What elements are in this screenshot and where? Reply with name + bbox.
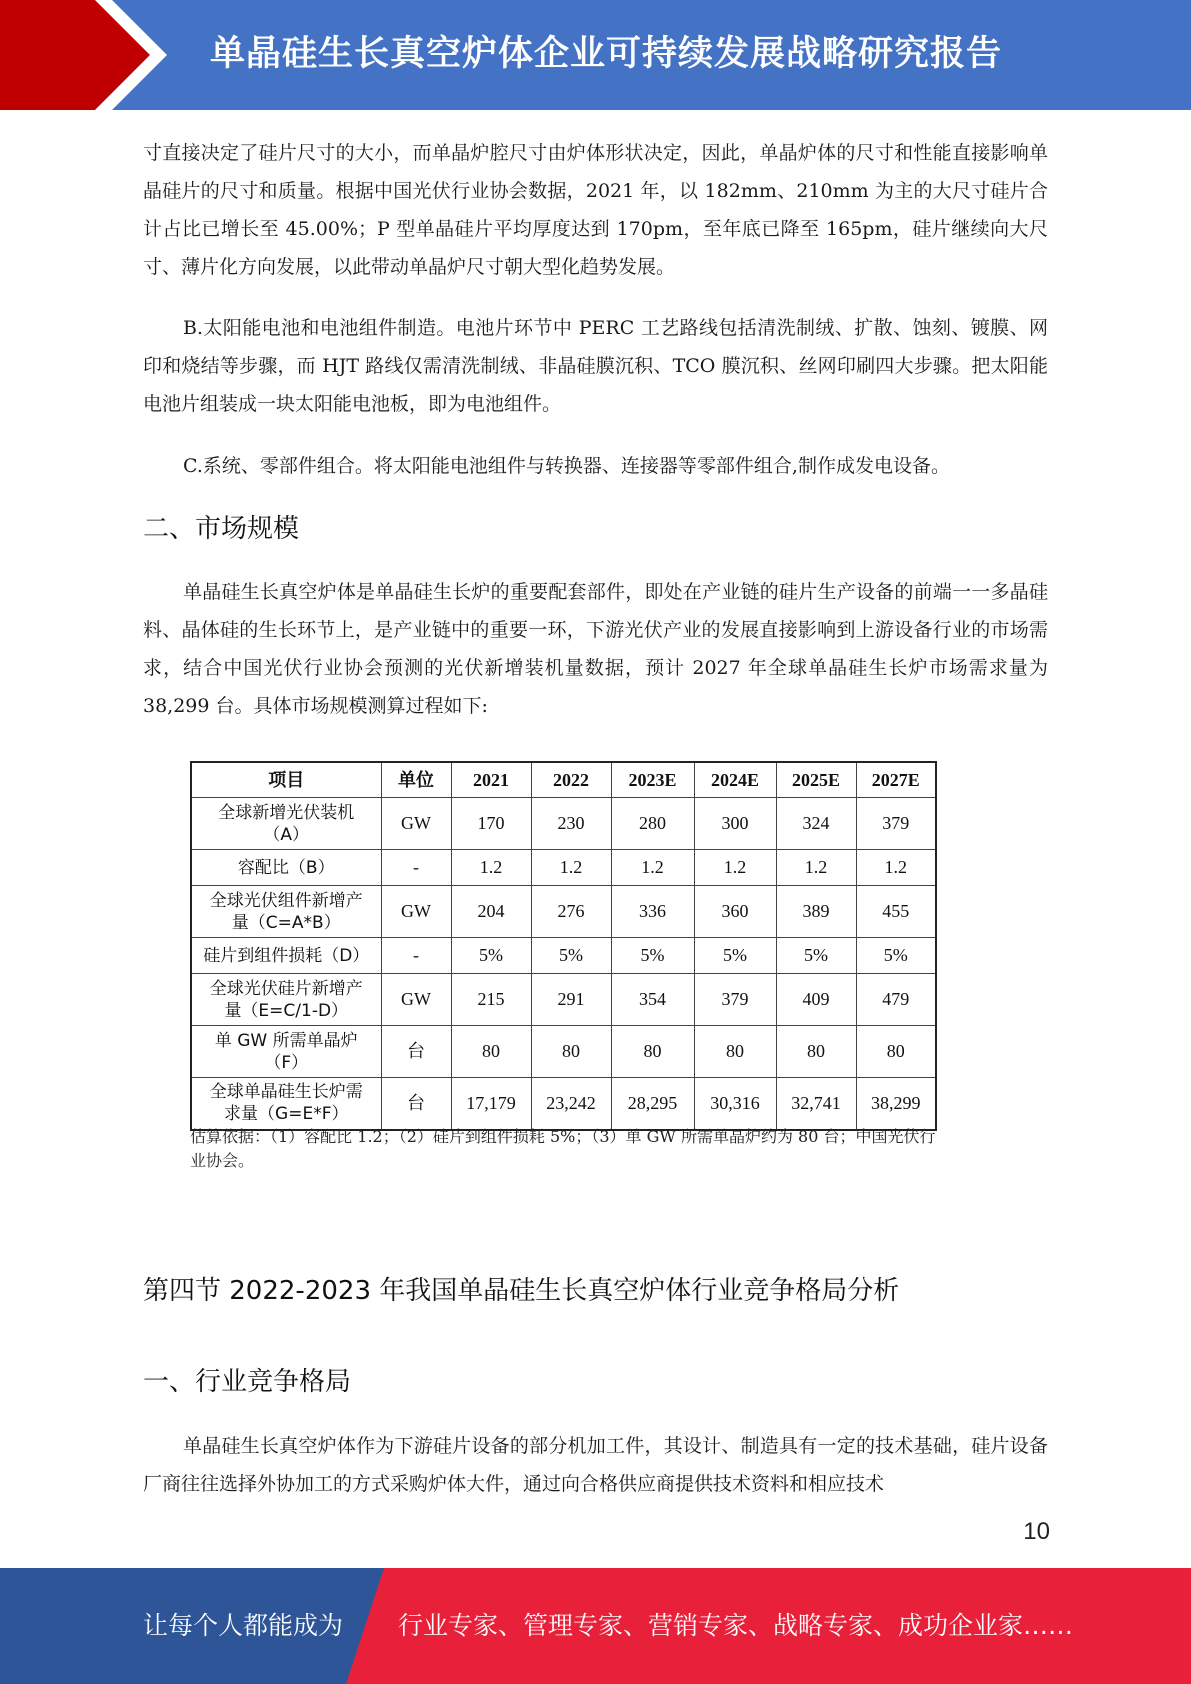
paragraph-market-demand: 单晶硅生长真空炉体是单晶硅生长炉的重要配套部件，即处在产业链的硅片生产设备的前端一一多晶硅料、晶体硅的生长环节上，是产业链中的重要一环，下游光伏产业的发展直接影响到上游设备行业的市场需求，结合中国光伏行业协会预测的光伏新增装机量数据，预计 2027 年全球单晶硅生长炉市场需求量为 38,299 台。具体市场规模测算过程如下: [143, 581, 1048, 717]
table-header-cell: 2021 [451, 762, 531, 798]
table-cell-value: 379 [694, 974, 776, 1026]
table-cell-value: 379 [856, 798, 936, 850]
table-cell-unit: GW [381, 886, 451, 938]
table-cell-value: 80 [856, 1026, 936, 1078]
table-cell-item [191, 798, 381, 850]
table-header-row [191, 762, 936, 798]
table-cell-unit: GW [381, 798, 451, 850]
table-cell-unit: GW [381, 974, 451, 1026]
page-number: 10 [1023, 1518, 1050, 1545]
table-item-line: 单 GW 所需单晶炉 [214, 1030, 358, 1051]
table-item-line: 硅片到组件损耗（D） [203, 945, 370, 966]
table-cell-value: 23,242 [531, 1078, 611, 1130]
table-cell-value: 280 [611, 798, 694, 850]
table-cell-value: 1.2 [531, 850, 611, 886]
table-item-line: 量（C=A*B） [231, 912, 341, 933]
table-cell-value: 38,299 [856, 1078, 936, 1130]
table-header-cell: 2025E [776, 762, 856, 798]
table-cell-value: 1.2 [611, 850, 694, 886]
table-cell-value: 5% [856, 938, 936, 974]
table-cell-value: 1.2 [856, 850, 936, 886]
table-item-line: 求量（G=E*F） [224, 1104, 349, 1125]
table-cell-value: 30,316 [694, 1078, 776, 1130]
table-footnote: 估算依据：（1）容配比 1.2；（2）硅片到组件损耗 5%；（3）单 GW 所需单晶炉约为 80 台；中国光伏行业协会。 [190, 1127, 936, 1170]
table-cell-value: 5% [611, 938, 694, 974]
table-item-line: 量（E=C/1-D） [224, 1000, 349, 1021]
table-item-line: （A） [263, 824, 310, 845]
table-cell-unit: 台 [381, 1026, 451, 1078]
table-cell-value: 5% [451, 938, 531, 974]
table-cell-value: 80 [776, 1026, 856, 1078]
table-row [191, 1026, 936, 1078]
table-row [191, 886, 936, 938]
table-cell-unit: 台 [381, 1078, 451, 1130]
table-header-cell: 项目 [191, 762, 381, 798]
table-cell-value: 324 [776, 798, 856, 850]
table-cell-value: 170 [451, 798, 531, 850]
header-banner [0, 0, 1191, 110]
table-cell-value: 1.2 [451, 850, 531, 886]
table-row [191, 1078, 936, 1130]
table-cell-value: 1.2 [694, 850, 776, 886]
heading-market-size: 二、市场规模 [143, 514, 300, 544]
table-cell-item [191, 886, 381, 938]
table-item-line: 容配比（B） [237, 857, 335, 878]
table-item-line: 全球新增光伏装机 [218, 802, 355, 823]
footer-slogan-right: 行业专家、管理专家、营销专家、战略专家、成功企业家…… [398, 1611, 1074, 1640]
paragraph-competition: 单晶硅生长真空炉体作为下游硅片设备的部分机加工件，其设计、制造具有一定的技术基础，硅片设备厂商往往选择外协加工的方式采购炉体大件，通过向合格供应商提供技术资料和相应技术 [143, 1435, 1048, 1495]
table-cell-value: 28,295 [611, 1078, 694, 1130]
report-title: 单晶硅生长真空炉体企业可持续发展战略研究报告 [210, 34, 1003, 74]
table-item-line: （F） [264, 1052, 309, 1073]
table-cell-value: 409 [776, 974, 856, 1026]
table-cell-value: 291 [531, 974, 611, 1026]
table-cell-value: 32,741 [776, 1078, 856, 1130]
table-header-cell: 2024E [694, 762, 776, 798]
table-cell-item [191, 938, 381, 974]
table-cell-item [191, 974, 381, 1026]
table-cell-value: 1.2 [776, 850, 856, 886]
footer-slogan-left: 让每个人都能成为 [143, 1611, 344, 1640]
table-item-line: 全球单晶硅生长炉需 [209, 1082, 363, 1103]
table-row [191, 850, 936, 886]
market-size-table [190, 761, 937, 1131]
table-cell-unit: - [381, 938, 451, 974]
table-cell-value: 336 [611, 886, 694, 938]
table-cell-item [191, 1078, 381, 1130]
table-cell-value: 389 [776, 886, 856, 938]
table-cell-unit: - [381, 850, 451, 886]
table-cell-value: 354 [611, 974, 694, 1026]
table-item-line: 全球光伏硅片新增产 [209, 978, 363, 999]
table-cell-item [191, 850, 381, 886]
paragraph-system-assembly: C.系统、零部件组合。将太阳能电池组件与转换器、连接器等零部件组合,制作成发电设备。 [183, 455, 950, 477]
table-cell-value: 455 [856, 886, 936, 938]
footer-banner [0, 1568, 1191, 1684]
table-cell-value: 300 [694, 798, 776, 850]
table-cell-value: 17,179 [451, 1078, 531, 1130]
table-cell-value: 80 [531, 1026, 611, 1078]
table-cell-value: 230 [531, 798, 611, 850]
market-size-table-wrapper [190, 761, 937, 1131]
table-cell-value: 80 [451, 1026, 531, 1078]
table-header-cell: 2023E [611, 762, 694, 798]
table-cell-value: 5% [694, 938, 776, 974]
table-cell-value: 80 [694, 1026, 776, 1078]
table-cell-value: 360 [694, 886, 776, 938]
table-cell-item [191, 1026, 381, 1078]
table-body [191, 798, 936, 1130]
table-cell-value: 204 [451, 886, 531, 938]
table-row [191, 938, 936, 974]
table-header-cell: 2022 [531, 762, 611, 798]
table-cell-value: 479 [856, 974, 936, 1026]
paragraph-cell-manufacturing: B.太阳能电池和电池组件制造。电池片环节中 PERC 工艺路线包括清洗制绒、扩散、蚀刻、镀膜、网印和烧结等步骤，而 HJT 路线仅需清洗制绒、非晶硅膜沉积、TCO 膜沉积、丝网印刷四大步骤。把太阳能电池片组装成一块太阳能电池板，即为电池组件。 [143, 317, 1048, 415]
table-header-cell: 单位 [381, 762, 451, 798]
paragraph-silicon-size: 寸直接决定了硅片尺寸的大小，而单晶炉腔尺寸由炉体形状决定，因此，单晶炉体的尺寸和性能直接影响单晶硅片的尺寸和质量。根据中国光伏行业协会数据，2021 年，以 182mm、210mm 为主的大尺寸硅片合计占比已增长至 45.00%；P 型单晶硅片平均厚度达到 170pm，至年底已降至 165pm，硅片继续向大尺寸、薄片化方向发展，以此带动单晶炉尺寸朝大型化趋势发展。 [143, 142, 1048, 278]
table-cell-value: 215 [451, 974, 531, 1026]
table-row [191, 974, 936, 1026]
table-cell-value: 80 [611, 1026, 694, 1078]
table-row [191, 798, 936, 850]
table-cell-value: 5% [776, 938, 856, 974]
heading-competition-landscape: 一、行业竞争格局 [143, 1367, 352, 1397]
table-header-cell: 2027E [856, 762, 936, 798]
heading-section-four: 第四节 2022-2023 年我国单晶硅生长真空炉体行业竞争格局分析 [143, 1276, 900, 1306]
table-cell-value: 5% [531, 938, 611, 974]
table-cell-value: 276 [531, 886, 611, 938]
table-item-line: 全球光伏组件新增产 [209, 890, 363, 911]
